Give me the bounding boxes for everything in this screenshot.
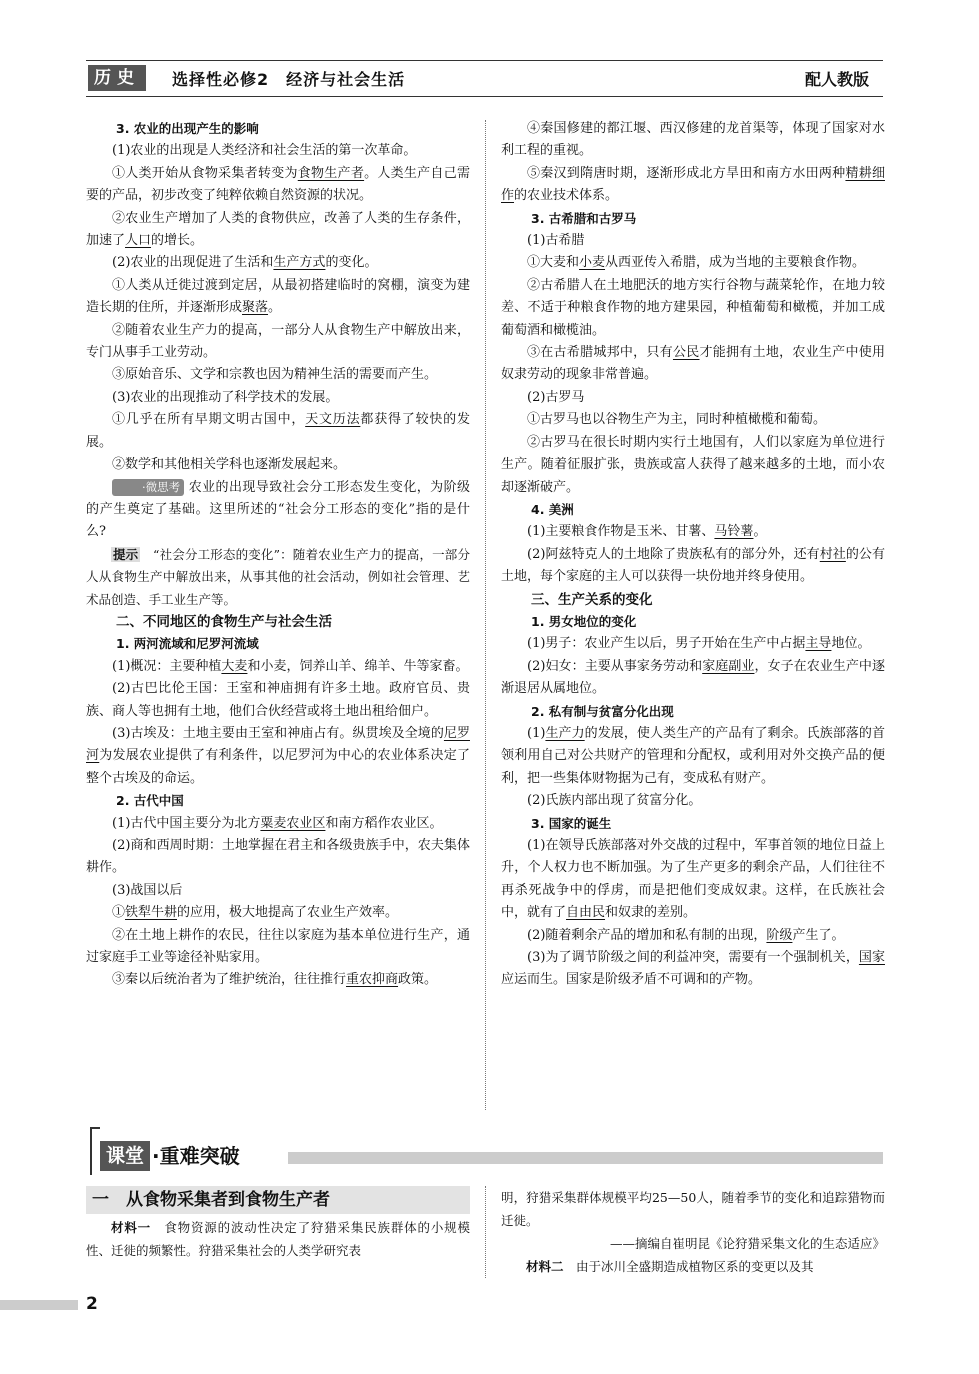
section-title-bar bbox=[86, 1186, 470, 1214]
key-term: 阶级 bbox=[766, 927, 793, 943]
paragraph: ③在古希腊城邦中，只有公民才能拥有土地，农业生产中使用奴隶劳动的现象非常普遍。 bbox=[501, 345, 885, 383]
key-term: 尼罗河 bbox=[86, 725, 470, 764]
left-column bbox=[86, 118, 470, 992]
paragraph: (3)农业的出现推动了科学技术的发展。 bbox=[112, 389, 339, 405]
think-badge: ·微思考 bbox=[112, 479, 184, 496]
paragraph: (2)妇女：主要从事家务劳动和家庭副业，女子在农业生产中逐渐退居从属地位。 bbox=[501, 658, 885, 697]
material-source: ——摘编自崔明昆《论狩猎采集文化的生态适应》 bbox=[609, 1236, 885, 1251]
key-term: 大麦 bbox=[221, 658, 248, 674]
paragraph: (2)古罗马 bbox=[527, 389, 585, 405]
paragraph: (3)战国以后 bbox=[112, 882, 183, 898]
paragraph: ④秦国修建的都江堰、西汉修建的龙首渠等，体现了国家对水利工程的重视。 bbox=[501, 121, 885, 159]
paragraph: (1)主要粮食作物是玉米、甘薯、马铃薯。 bbox=[527, 524, 767, 540]
heading-america: 4. 美洲 bbox=[531, 501, 574, 517]
heading-relations: 三、生产关系的变化 bbox=[531, 591, 653, 608]
footer-bar bbox=[0, 1300, 78, 1310]
subject-badge: 历史 bbox=[88, 65, 146, 91]
material-one: 材料一 食物资源的波动性决定了狩猎采集民族群体的小规模性、迁徙的频繁性。狩猎采集社会的人类学研究表 bbox=[86, 1220, 470, 1258]
heading-rivers: 1. 两河流域和尼罗河流域 bbox=[116, 636, 259, 652]
paragraph: (3)为了调节阶级之间的利益冲突，需要有一个强制机关，国家应运而生。国家是阶级矛盾不可调和的产物。 bbox=[501, 950, 885, 988]
paragraph: (1)农业的出现是人类经济和社会生活的第一次革命。 bbox=[112, 143, 417, 159]
paragraph: ①人类从迁徙过渡到定居，从最初搭建临时的窝棚，演变为建造长期的住所，并逐渐形成聚落。 bbox=[86, 277, 470, 316]
paragraph: ②古罗马在很长时期内实行土地国有，人们以家庭为单位进行生产。随着征服扩张，贵族或富人获得了越来越多的土地，而小农却逐渐破产。 bbox=[501, 434, 885, 495]
key-term: 生产方式 bbox=[273, 255, 326, 271]
key-term: 人口 bbox=[125, 233, 152, 249]
heading-greece-rome: 3. 古希腊和古罗马 bbox=[531, 210, 637, 226]
paragraph: ①人类开始从食物采集者转变为食物生产者。人类生产自己需要的产品，初步改变了纯粹依赖自然资源的状况。 bbox=[86, 165, 470, 204]
paragraph: ①大麦和小麦从西亚传入希腊，成为当地的主要粮食作物。 bbox=[527, 255, 866, 271]
paragraph: ③秦以后统治者为了维护统治，往往推行重农抑商政策。 bbox=[112, 972, 438, 988]
heading-private: 2. 私有制与贫富分化出现 bbox=[531, 703, 674, 719]
key-term: 重农抑商 bbox=[346, 972, 399, 988]
book-title: 选择性必修2 经济与社会生活 bbox=[172, 70, 406, 89]
key-term: 食物生产者 bbox=[297, 165, 365, 181]
heading-gender: 1. 男女地位的变化 bbox=[531, 613, 637, 629]
key-term: 精耕细作 bbox=[501, 165, 885, 204]
paragraph: (1)生产力的发展，使人类生产的产品有了剩余。氏族部落的首领利用自己对公共财产的管理和分配权，或利用对外交换产品的便利，把一些集体财物据为己有，变成私有财产。 bbox=[501, 725, 885, 786]
key-term: 主导 bbox=[805, 636, 832, 652]
paragraph: ①铁犁牛耕的应用，极大地提高了农业生产效率。 bbox=[112, 905, 399, 921]
paragraph: (2)农业的出现促进了生活和生产方式的变化。 bbox=[112, 255, 378, 271]
paragraph: (2)氏族内部出现了贫富分化。 bbox=[527, 793, 702, 809]
banner-bar bbox=[288, 1152, 883, 1164]
section-title: 一 从食物采集者到食物生产者 bbox=[92, 1190, 330, 1210]
key-term: 生产力 bbox=[545, 725, 585, 741]
heading-state: 3. 国家的诞生 bbox=[531, 815, 612, 831]
right-column bbox=[501, 118, 885, 992]
header-rule-top bbox=[86, 60, 883, 61]
key-term: 铁犁牛耕 bbox=[125, 905, 178, 921]
paragraph: ③原始音乐、文学和宗教也因为精神生活的需要而产生。 bbox=[112, 367, 438, 383]
heading-regions: 二、不同地区的食物生产与社会生活 bbox=[116, 613, 332, 630]
heading-china: 2. 古代中国 bbox=[116, 793, 184, 809]
material-one-cont: 明，狩猎采集群体规模平均25—50人，随着季节的变化和追踪猎物而迁徙。 bbox=[501, 1190, 885, 1228]
paragraph: ①几乎在所有早期文明古国中，天文历法都获得了较快的发展。 bbox=[86, 412, 470, 450]
column-divider bbox=[485, 120, 486, 1110]
paragraph: (2)古巴比伦王国：王室和神庙拥有许多土地。政府官员、贵族、商人等也拥有土地，他们合伙经营或将土地出租给佃户。 bbox=[86, 681, 470, 719]
paragraph: ①古罗马也以谷物生产为主，同时种植橄榄和葡萄。 bbox=[527, 412, 827, 428]
material-label: 材料一 bbox=[111, 1220, 151, 1235]
paragraph: (1)概况：主要种植大麦和小麦，饲养山羊、绵羊、牛等家畜。 bbox=[112, 658, 469, 674]
material-two: 材料二 由于冰川全盛期造成植物区系的变更以及其 bbox=[526, 1259, 814, 1274]
key-term: 聚落 bbox=[242, 300, 269, 316]
paragraph: (1)男子：农业产生以后，男子开始在生产中占据主导地位。 bbox=[527, 636, 871, 652]
paragraph: (1)在领导氏族部落对外交战的过程中，军事首领的地位日益上升，个人权力也不断加强。为了生产更多的剩余产品，人们往往不再杀死战争中的俘虏，而是把他们变成奴隶。这样，在氏族社会中，就有了自由民和奴隶的差别。 bbox=[501, 838, 885, 921]
paragraph: (2)随着剩余产品的增加和私有制的出现，阶级产生了。 bbox=[527, 927, 845, 943]
material-label: 材料二 bbox=[526, 1259, 564, 1274]
key-term: 村社 bbox=[819, 546, 846, 562]
key-term: 粟麦农业区 bbox=[260, 815, 326, 831]
paragraph: (2)阿兹特克人的土地除了贵族私有的部分外，还有村社的公有土地，每个家庭的主人可以获得一块份地并终身使用。 bbox=[501, 546, 885, 585]
paragraph: (2)商和西周时期：土地掌握在君主和各级贵族手中，农夫集体耕作。 bbox=[86, 838, 470, 876]
paragraph: ②随着农业生产力的提高，一部分人从食物生产中解放出来，专门从事手工业劳动。 bbox=[86, 322, 470, 361]
banner-badge: 课堂 bbox=[100, 1141, 150, 1171]
paragraph: ②古希腊人在土地肥沃的地方实行谷物与蔬菜轮作，在地力较差、不适于种粮食作物的地方建果园，种植葡萄和橄榄，并加工成葡萄酒和橄榄油。 bbox=[501, 277, 885, 338]
paragraph: (1)古代中国主要分为北方粟麦农业区和南方稻作农业区。 bbox=[112, 815, 443, 831]
key-term: 公民 bbox=[672, 345, 700, 361]
page-number: 2 bbox=[86, 1294, 98, 1314]
bottom-column-divider bbox=[485, 1186, 486, 1278]
key-term: 家庭副业 bbox=[702, 658, 755, 674]
key-term: 小麦 bbox=[579, 255, 606, 271]
banner-title: ·重难突破 bbox=[152, 1144, 240, 1168]
section-banner bbox=[86, 1127, 883, 1175]
paragraph: (3)古埃及：土地主要由王室和神庙占有。纵贯埃及全境的尼罗河为发展农业提供了有利条件，以尼罗河为中心的农业体系决定了整个古埃及的命运。 bbox=[86, 725, 470, 786]
key-term: 国家 bbox=[858, 950, 885, 966]
think-block: ·微思考 农业的出现导致社会分工形态发生变化，为阶级的产生奠定了基础。这里所述的“社会分工形态的变化”指的是什么? bbox=[86, 479, 470, 540]
banner-bracket bbox=[90, 1127, 100, 1175]
paragraph: (1)古希腊 bbox=[527, 233, 585, 249]
material-right bbox=[501, 1186, 885, 1278]
key-term: 马铃薯 bbox=[714, 524, 754, 540]
key-term: 天文历法 bbox=[305, 412, 361, 428]
material-left bbox=[86, 1216, 470, 1262]
paragraph: ②农业生产增加了人类的食物供应，改善了人类的生存条件，加速了人口的增长。 bbox=[86, 210, 470, 249]
edition-label: 配人教版 bbox=[804, 70, 869, 89]
paragraph: ②数学和其他相关学科也逐渐发展起来。 bbox=[112, 457, 347, 473]
page-header bbox=[86, 60, 883, 100]
header-rule-bottom bbox=[86, 96, 883, 97]
paragraph: ⑤秦汉到隋唐时期，逐渐形成北方旱田和南方水田两种精耕细作的农业技术体系。 bbox=[501, 165, 885, 204]
hint-label: 提示 bbox=[113, 546, 139, 562]
heading-agri-effect: 3. 农业的出现产生的影响 bbox=[116, 121, 259, 136]
hint-block: 提示 “社会分工形态的变化”：随着农业生产力的提高，一部分人从食物生产中解放出来，从事其他的社会活动，例如社会管理、艺术品创造、手工业生产等。 bbox=[86, 546, 470, 607]
paragraph: ②在土地上耕作的农民，往往以家庭为基本单位进行生产，通过家庭手工业等途径补贴家用。 bbox=[86, 927, 470, 966]
key-term: 自由民 bbox=[566, 905, 606, 921]
